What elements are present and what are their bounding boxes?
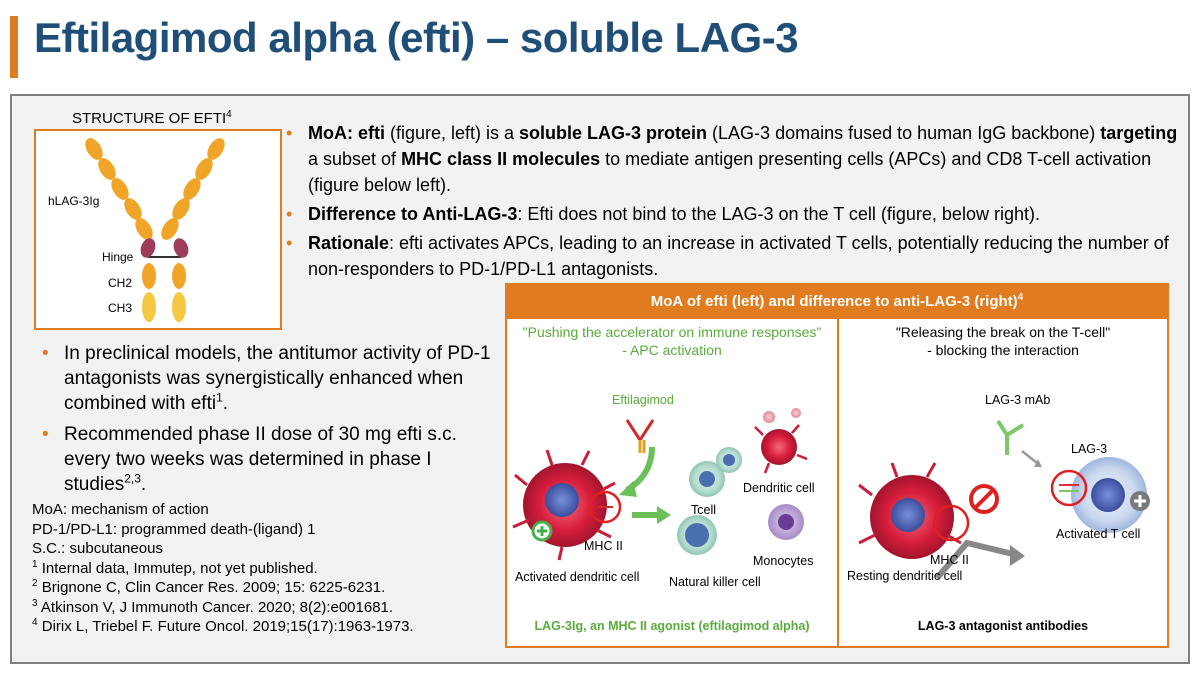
moa-figure xyxy=(505,283,1169,648)
footnote-line: PD-1/PD-L1: programmed death-(ligand) 1 xyxy=(32,520,316,538)
label-eftilagimod: Eftilagimod xyxy=(612,393,674,407)
ch3-right xyxy=(172,292,186,322)
lag3-mab-antibody xyxy=(998,421,1023,455)
moa-bullet: • Difference to Anti-LAG-3: Efti does not bind to the LAG-3 on the T cell (figure, below right). xyxy=(280,201,1185,227)
label-resting-dendritic-cell: Resting dendritic cell xyxy=(847,569,963,583)
mab-arrow xyxy=(1022,451,1037,463)
label-lag3-mab: LAG-3 mAb xyxy=(985,393,1051,407)
footnote-line: $^2$ Brignone C, Clin Cancer Res. 2009; 15: 6225-6231. xyxy=(32,578,386,596)
page-title: Eftilagimod alpha (efti) – soluble LAG-3 xyxy=(34,14,799,61)
ch2-right xyxy=(172,263,186,289)
left-arm xyxy=(82,135,157,243)
label-natural-killer-cell: Natural killer cell xyxy=(669,575,761,589)
label-hinge: Hinge xyxy=(102,250,134,264)
moa-bullet: • MoA: efti (figure, left) is a soluble LAG-3 protein (LAG-3 domains fused to human IgG backbone) targeting a subset of MHC class II molecules to mediate antigen presenting cells (APCs) and CD8 T-cell activation (figure below left). xyxy=(280,120,1185,198)
label-dendritic-cell: Dendritic cell xyxy=(743,481,815,495)
nk-cell xyxy=(677,515,717,555)
label-hlag3ig: hLAG-3Ig xyxy=(48,194,100,208)
moa-bullet: • Rationale: efti activates APCs, leading to an increase in activated T cells, potentially reducing the number of non-responders to PD-1/PD-L1 antagonists. xyxy=(280,230,1185,282)
clinical-bullet: • Recommended phase II dose of 30 mg efti s.c. every two weeks was determined in phase I studies$^{2,3}$. xyxy=(36,422,496,497)
tcell-group xyxy=(689,447,742,497)
moa-bullet-list xyxy=(280,120,1185,285)
clinical-bullet: • In preclinical models, the antitumor activity of PD-1 antagonists was synergistically enhanced when combined with efti$^1$. xyxy=(36,341,496,416)
label-activated-t-cell: Activated T cell xyxy=(1056,527,1141,541)
structure-caption: STRUCTURE OF EFTI$^4$ xyxy=(72,109,232,127)
dendritic-cell-small xyxy=(755,408,807,473)
left-subtitle: "Pushing the accelerator on immune responses" - APC activation xyxy=(522,324,822,358)
ch3-left xyxy=(142,292,156,322)
efti-structure-figure xyxy=(34,129,282,330)
label-ch3: CH3 xyxy=(108,301,133,315)
left-footer: LAG-3Ig, an MHC II agonist (eftilagimod alpha) xyxy=(534,619,810,633)
label-mhc-ii-right: MHC II xyxy=(930,553,969,567)
moa-illustration xyxy=(507,285,1167,646)
footnote-line: $^4$ Dirix L, Triebel F. Future Oncol. 2019;15(17):1963-1973. xyxy=(32,617,414,635)
label-ch2: CH2 xyxy=(108,276,133,290)
moa-header: MoA of efti (left) and difference to anti-LAG-3 (right)$^4$ xyxy=(507,285,1167,319)
label-mhc-ii-left: MHC II xyxy=(584,539,623,553)
right-arm xyxy=(158,135,229,243)
footnote-line: MoA: mechanism of action xyxy=(32,501,209,518)
ch2-left xyxy=(142,263,156,289)
efti-molecule-diagram xyxy=(36,131,280,328)
label-tcell: Tcell xyxy=(691,503,717,517)
right-subtitle: "Releasing the break on the T-cell" - blocking the interaction xyxy=(895,324,1111,358)
monocyte xyxy=(768,504,804,540)
resting-dendritic-cell xyxy=(859,463,961,559)
label-activated-dendritic-cell: Activated dendritic cell xyxy=(515,570,640,584)
footnote-line: S.C.: subcutaneous xyxy=(32,540,163,557)
footnote-line: $^1$ Internal data, Immutep, not yet published. xyxy=(32,558,318,577)
label-lag3: LAG-3 xyxy=(1071,442,1108,456)
clinical-bullet-list xyxy=(36,341,496,503)
label-monocytes: Monocytes xyxy=(753,554,814,568)
title-accent-bar xyxy=(10,16,18,78)
footnote-line: $^3$ Atkinson V, J Immunoth Cancer. 2020; 8(2):e001681. xyxy=(32,597,394,616)
footnotes xyxy=(32,500,414,637)
right-footer: LAG-3 antagonist antibodies xyxy=(917,619,1089,633)
